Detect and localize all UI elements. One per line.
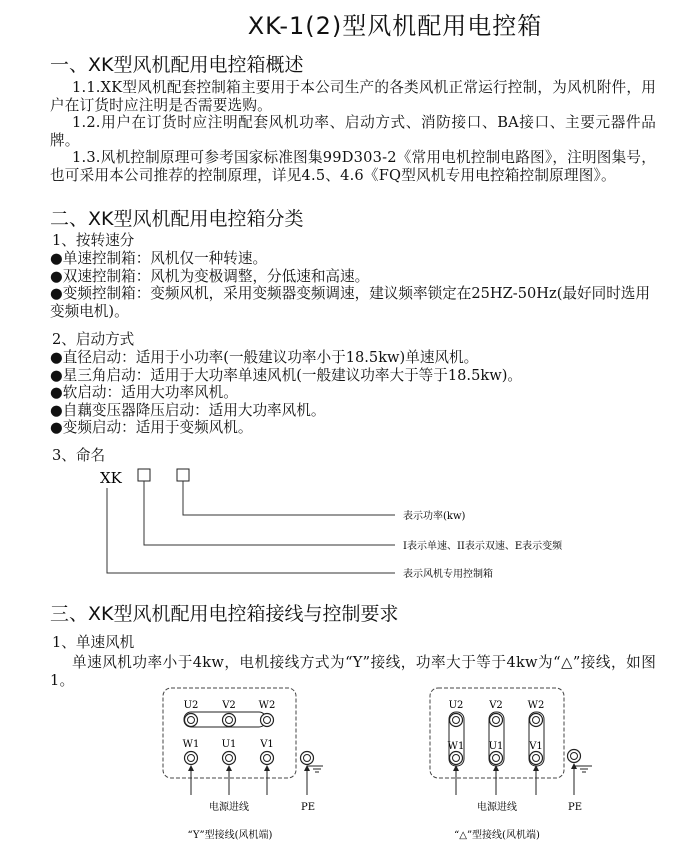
paragraph-1-1: 1.1.XK型风机配套控制箱主要用于本公司生产的各类风机正常运行控制，为风机附件，用户在订货时应注明是否需要选购。 <box>50 79 656 114</box>
supply-label: 电源进线 <box>209 802 249 813</box>
list-item: ●单速控制箱：风机仅一种转速。 <box>50 250 268 267</box>
naming-subheading: 3、命名 <box>52 447 106 464</box>
list-item: ●双速控制箱：风机为变极调整，分低速和高速。 <box>50 267 370 285</box>
terminal-label: V2 <box>489 700 503 711</box>
y-caption: “Y”型接线(风机端) <box>187 830 273 841</box>
naming-diagram <box>0 460 700 585</box>
type-box <box>138 469 150 481</box>
naming-prefix: XK <box>100 469 122 487</box>
power-leader-line <box>183 481 395 515</box>
terminal-label: W1 <box>182 739 200 750</box>
type-leader-line <box>144 481 395 545</box>
single-speed-subheading: 1、单速风机 <box>52 634 135 651</box>
list-item: ●软启动：适用大功率风机。 <box>50 384 238 402</box>
paragraph-1-3: 1.3.风机控制原理可参考国家标准图集99D303-2《常用电机控制电路图》，注明图集号，也可采用本公司推荐的控制原理，详见4.5、4.6《FQ型风机专用电控箱控制原理图》。 <box>50 149 656 184</box>
power-label: 表示功率(kw) <box>403 511 466 522</box>
page-title: XK-1(2)型风机配用电控箱 <box>247 12 543 40</box>
list-item: ●星三角启动：适用于大功率单速风机(一般建议功率大于等于18.5kw)。 <box>50 366 522 384</box>
list-item: ●自藕变压器降压启动：适用大功率风机。 <box>50 401 326 419</box>
pe-label: PE <box>567 802 583 813</box>
delta-connection-diagram <box>430 688 592 841</box>
speed-list <box>50 250 656 320</box>
section-2-heading: 二、XK型风机配用电控箱分类 <box>50 208 304 230</box>
pe-label: PE <box>300 802 316 813</box>
start-list <box>50 349 656 437</box>
terminal-label: W1 <box>447 741 465 752</box>
type-label: I表示单速、II表示双速、E表示变频 <box>403 541 563 552</box>
section-3-heading: 三、XK型风机配用电控箱接线与控制要求 <box>50 603 399 625</box>
paragraph-1-2: 1.2.用户在订货时应注明配套风机功率、启动方式、消防接口、BA接口、主要元器件品牌。 <box>50 114 656 149</box>
list-item: ●变频控制箱：变频风机，采用变频器变频调速，建议频率锁定在25HZ-50Hz(最好同时选用变频电机)。 <box>50 285 650 320</box>
power-box <box>177 469 189 481</box>
terminal-label: U1 <box>488 741 504 752</box>
y-connection-diagram <box>163 688 323 841</box>
terminal-label: V1 <box>529 741 543 752</box>
terminal-label: V2 <box>222 700 236 711</box>
list-item: ●变频启动：适用于变频风机。 <box>50 419 253 437</box>
wiring-diagrams <box>0 680 700 854</box>
list-item: ●直径启动：适用于小功率(一般建议功率小于18.5kw)单速风机。 <box>50 349 479 366</box>
terminal-label: W2 <box>527 700 545 711</box>
start-subheading: 2、启动方式 <box>52 331 135 348</box>
terminal-label: U2 <box>183 700 199 711</box>
delta-caption: “△”型接线(风机端) <box>454 830 540 841</box>
paragraph-3-1: 单速风机功率小于4kw，电机接线方式为“Y”接线，功率大于等于4kw为“△”接线，如图1。 <box>50 654 656 689</box>
terminal-label: W2 <box>258 700 276 711</box>
speed-subheading: 1、按转速分 <box>52 232 135 249</box>
section-1-heading: 一、XK型风机配用电控箱概述 <box>50 54 304 76</box>
terminal-label: U2 <box>448 700 464 711</box>
terminal-label: U1 <box>221 739 237 750</box>
box-label: 表示风机专用控制箱 <box>403 569 493 580</box>
box-leader-line <box>107 488 395 573</box>
supply-label: 电源进线 <box>477 802 517 813</box>
terminal-label: V1 <box>260 739 274 750</box>
